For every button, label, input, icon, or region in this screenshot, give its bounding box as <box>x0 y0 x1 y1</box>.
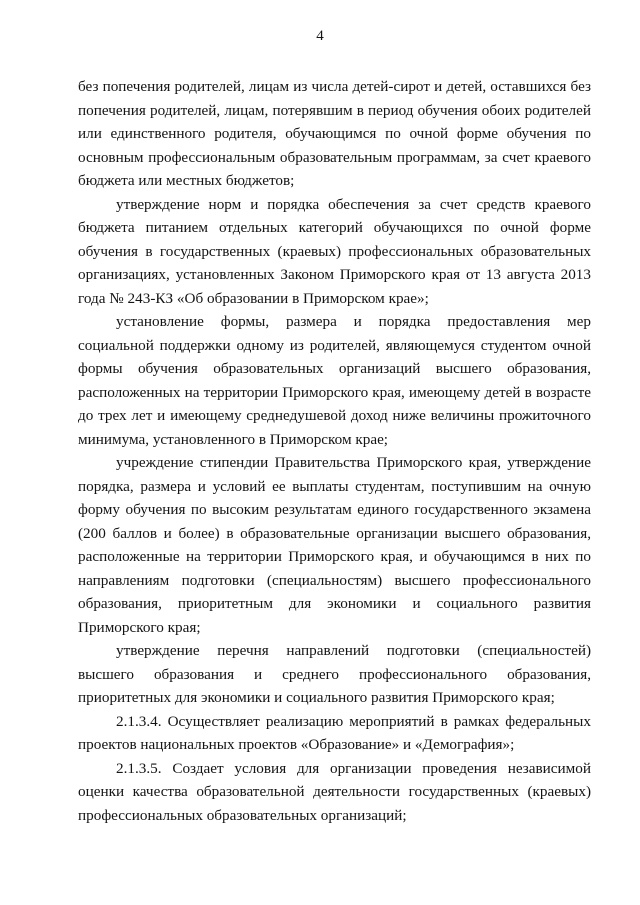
document-body <box>78 75 591 827</box>
paragraph-priority-list: утверждение перечня направлений подготовки (специальностей) высшего образования и среднего профессионального образования, приоритетных для экономики и социального развития Приморского края; <box>78 642 591 706</box>
paragraph-2-1-3-5: 2.1.3.5. Создает условия для организации проведения независимой оценки качества образовательной деятельности государственных (краевых) профессиональных образовательных организаций; <box>78 759 591 824</box>
paragraph-scholarship: учреждение стипендии Правительства Приморского края, утверждение порядка, размера и условий ее выплаты студентам, поступившим на очную форму обучения по высоким результатам единого государственного экзамена (200 баллов и более) в образовательные организации высшего образования, расположенные на территории Приморского края, и обучающимся в них по направлениям подготовки (специальностям) высшего профессионального образования, приоритетным для экономики и социального развития Приморского края; <box>78 454 591 636</box>
paragraph-parent-support: установление формы, размера и порядка предоставления мер социальной поддержки одному из родителей, являющемуся студентом очной формы обучения образовательных организаций высшего образования, расположенных на территории Приморского края, имеющему детей в возрасте до трех лет и имеющему среднедушевой доход ниже величины прожиточного минимума, установленного в Приморском крае; <box>78 313 591 448</box>
paragraph-food-norms: утверждение норм и порядка обеспечения за счет средств краевого бюджета питанием отдельных категорий обучающихся по очной форме обучения в государственных (краевых) профессиональных образовательных организациях, установленных Законом Приморского края от 13 августа 2013 года № 243-КЗ «Об образовании в Приморском крае»; <box>78 195 591 307</box>
page-number: 4 <box>316 28 324 44</box>
paragraph-2-1-3-4: 2.1.3.4. Осуществляет реализацию мероприятий в рамках федеральных проектов национальных проектов «Образование» и «Демография»; <box>78 712 591 753</box>
paragraph-continuation: без попечения родителей, лицам из числа детей-сирот и детей, оставшихся без попечения родителей, лицам, потерявшим в период обучения обоих родителей или единственного родителя, обучающимся по очной форме обучения по основным профессиональным образовательным программам, за счет краевого бюджета или местных бюджетов; <box>78 78 591 189</box>
